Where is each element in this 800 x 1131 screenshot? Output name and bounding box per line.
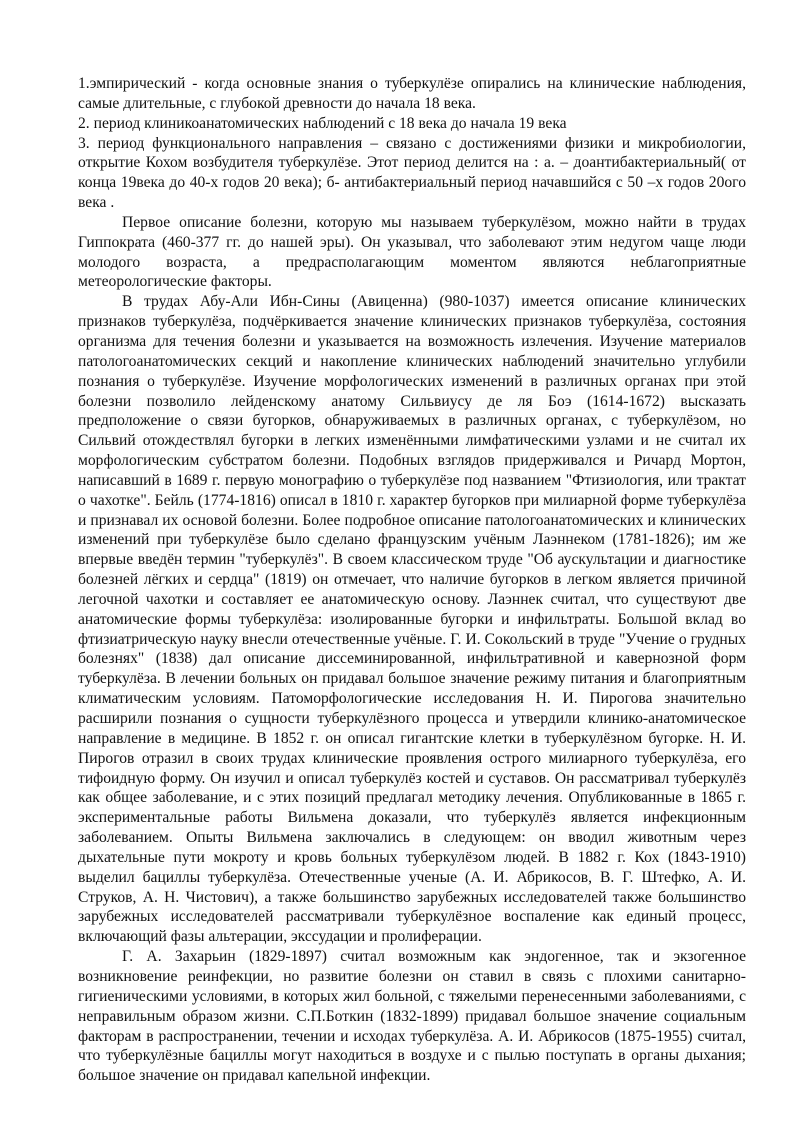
paragraph-zakharyin: Г. А. Захарьин (1829-1897) считал возможным как эндогенное, так и экзогенное возникновение реинфекции, но развитие болезни он ставил в связь с плохими санитарно-гигиеническими условиями, в которых жил больной, с тяжелыми перенесенными заболеваниями, с неправильным образом жизни. С.П.Боткин (1832-1899) придавал большое значение социальным факторам в распространении, течении и исходах туберкулёза. А. И. Абрикосов (1875-1955) считал, что туберкулёзные бациллы могут находиться в воздухе и с пылью поступать в органы дыхания; большое значение он придавал капельной инфекции.	[78, 948, 746, 1085]
paragraph-period-3: 3. период функционального направления – связано с достижениями физики и микробиологии, открытие Кохом возбудителя туберкулёзе. Этот период делится на : а. – доантибактериальный( от конца 19века до 40-х годов 20 века); б- антибактериальный период начавшийся с 50 –х годов 20ого века .	[78, 134, 746, 212]
paragraph-period-1: 1.эмпирический - когда основные знания о туберкулёзе опирались на клинические наблюдения, самые длительные, с глубокой древности до начала 18 века.	[78, 75, 746, 112]
paragraph-hippocrates: Первое описание болезни, которую мы называем туберкулёзом, можно найти в трудах Гиппократа (460-377 гг. до нашей эры). Он указывал, что заболевают этим недугом чаще люди молодого возраста, а предрасполагающим моментом являются неблагоприятные метеорологические факторы.	[78, 213, 746, 291]
paragraph-period-2: 2. период клиникоанатомических наблюдений с 18 века до начала 19 века	[78, 114, 567, 132]
paragraph-history: В трудах Абу-Али Ибн-Сины (Авиценна) (980-1037) имеется описание клинических признаков туберкулёза, подчёркивается значение клинических признаков туберкулёза, состояния организма для течения болезни и указывается на возможность излечения. Изучение материалов патологоанатомических секций и накопление клинических наблюдений значительно углубили познания о туберкулёзе. Изучение морфологических изменений в различных органах при этой болезни позволило лейденскому анатому Сильвиусу де ля Боэ (1614-1672) высказать предположение о связи бугорков, обнаруживаемых в различных органах, с туберкулёзом, но Сильвий отождествлял бугорки в легких изменёнными лимфатическими узлами и не считал их морфологическим субстратом болезни. Подобных взглядов придерживался и Ричард Мортон, написавший в 1689 г. первую монографию о туберкулёзе под названием "Фтизиология, или трактат о чахотке". Бейль (1774-1816) описал в 1810 г. характер бугорков при милиарной форме туберкулёза и признавал их основой болезни. Более подробное описание патологоанатомических и клинических изменений при туберкулёзе было сделано французским учёным Лаэннеком (1781-1826); им же впервые введён термин "туберкулёз". В своем классическом труде "Об аускультации и диагностике болезней лёгких и сердца" (1819) он отмечает, что наличие бугорков в легком является причиной легочной чахотки и составляет ее анатомическую основу. Лаэннек считал, что существуют две анатомические формы туберкулёза: изолированные бугорки и инфильтраты. Большой вклад во фтизиатрическую науку внесли отечественные учёные. Г. И. Сокольский в труде "Учение о грудных болезнях" (1838) дал описание диссеминированной, инфильтративной и кавернозной форм туберкулёза. В лечении больных он придавал большое значение режиму питания и благоприятным климатическим условиям. Патоморфологические исследования Н. И. Пирогова значительно расширили познания о сущности туберкулёзного процесса и утвердили клинико-анатомическое направление в медицине. В 1852 г. он описал гигантские клетки в туберкулёзном бугорке. Н. И. Пирогов отразил в своих трудах клинические проявления острого милиарного туберкулёза, его тифоидную форму. Он изучил и описал туберкулёз костей и суставов. Он рассматривал туберкулёз как общее заболевание, и с этих позиций предлагал методику лечения. Опубликованные в 1865 г. экспериментальные работы Вильмена доказали, что туберкулёз является инфекционным заболеванием. Опыты Вильмена заключались в следующем: он вводил животным через дыхательные пути мокроту и кровь больных туберкулёзом людей. В 1882 г. Кох (1843-1910) выделил бациллы туберкулёза. Отечественные ученые (А. И. Абрикосов, В. Г. Штефко, А. И. Струков, А. Н. Чистович), а также большинство зарубежных исследователей также большинство зарубежных исследователей рассматривали туберкулёзное воспаление как единый процесс, включающий фазы альтерации, экссудации и пролиферации.	[78, 293, 746, 946]
